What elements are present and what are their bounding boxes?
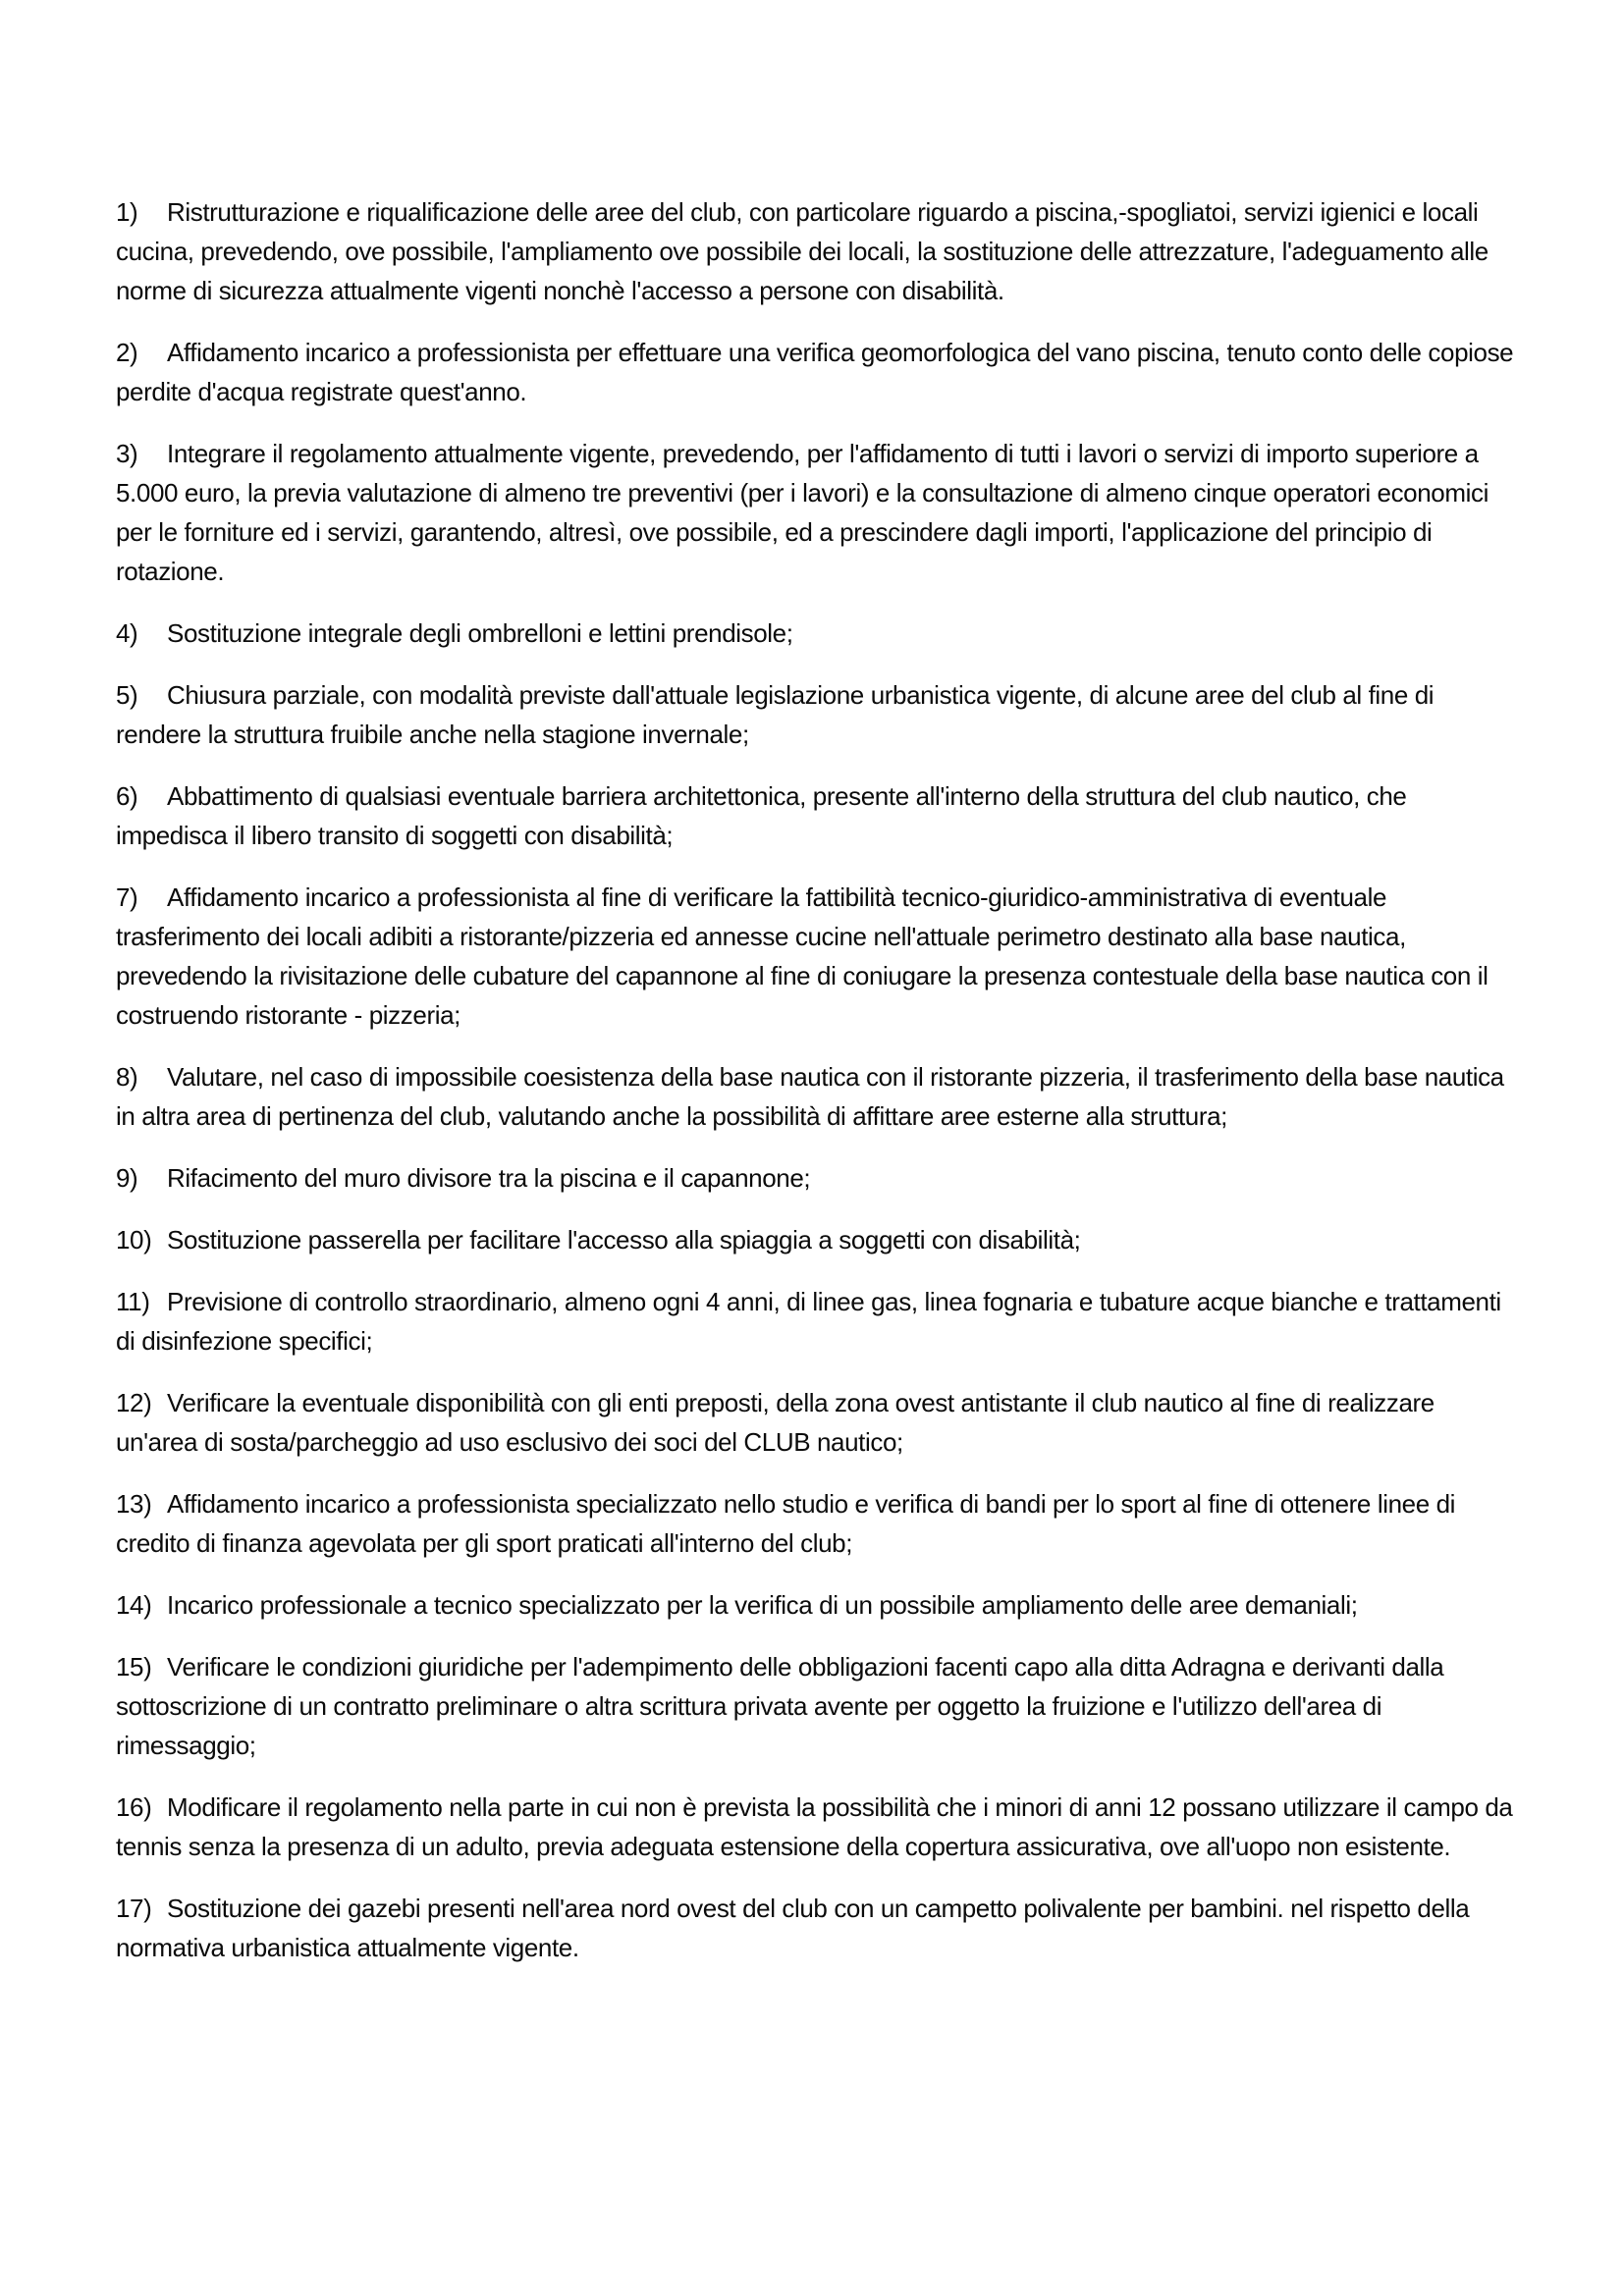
item-number: 12) — [116, 1388, 152, 1417]
list-item — [116, 1220, 1516, 1259]
item-number: 16) — [116, 1792, 152, 1822]
item-number: 4) — [116, 618, 138, 648]
item-text: Modificare il regolamento nella parte in cui non è prevista la possibilità che i minori di anni 12 possano utilizzare il campo da tennis senza la presenza di un adulto, previa adeguata estensione della copertura assicurativa, ove all'uopo non esistente. — [116, 1792, 1513, 1861]
list-item — [116, 1788, 1516, 1866]
list-item — [116, 1889, 1516, 1967]
item-text: Incarico professionale a tecnico specializzato per la verifica di un possibile ampliamento delle aree demaniali; — [167, 1590, 1358, 1620]
item-text: Affidamento incarico a professionista per effettuare una verifica geomorfologica del vano piscina, tenuto conto delle copiose perdite d'acqua registrate quest'anno. — [116, 338, 1514, 406]
item-number: 2) — [116, 338, 138, 367]
item-number: 7) — [116, 882, 138, 912]
list-item — [116, 1585, 1516, 1625]
item-text: Sostituzione integrale degli ombrelloni e lettini prendisole; — [167, 618, 793, 648]
item-text: Valutare, nel caso di impossibile coesistenza della base nautica con il ristorante pizzeria, il trasferimento della base nautica in altra area di pertinenza del club, valutando anche la possibilità di affittare aree esterne alla struttura; — [116, 1062, 1504, 1131]
item-number: 3) — [116, 439, 138, 468]
item-number: 5) — [116, 680, 138, 710]
item-text: Affidamento incarico a professionista al fine di verificare la fattibilità tecnico-giuridico-amministrativa di eventuale trasferimento dei locali adibiti a ristorante/pizzeria ed annesse cucine nell'attuale perimetro destinato alla base nautica, prevedendo la rivisitazione delle cubature del capannone al fine di coniugare la presenza contestuale della base nautica con il costruendo ristorante - pizzeria; — [116, 882, 1489, 1030]
item-number: 1) — [116, 197, 138, 227]
list-item — [116, 1383, 1516, 1462]
list-item — [116, 878, 1516, 1035]
item-text: Sostituzione dei gazebi presenti nell'area nord ovest del club con un campetto polivalente per bambini. nel rispetto della normativa urbanistica attualmente vigente. — [116, 1894, 1470, 1962]
item-text: Sostituzione passerella per facilitare l'accesso alla spiaggia a soggetti con disabilità; — [167, 1225, 1081, 1255]
list-item — [116, 1057, 1516, 1136]
item-number: 13) — [116, 1489, 152, 1519]
item-number: 14) — [116, 1590, 152, 1620]
item-number: 9) — [116, 1163, 138, 1193]
item-text: Previsione di controllo straordinario, almeno ogni 4 anni, di linee gas, linea fognaria e tubature acque bianche e trattamenti di disinfezione specifici; — [116, 1287, 1501, 1356]
list-item — [116, 434, 1516, 591]
list-item — [116, 1484, 1516, 1563]
list-item — [116, 1282, 1516, 1361]
numbered-list — [116, 192, 1516, 1967]
item-number: 11) — [116, 1287, 150, 1316]
item-text: Affidamento incarico a professionista specializzato nello studio e verifica di bandi per lo sport al fine di ottenere linee di credito di finanza agevolata per gli sport praticati all'interno del club; — [116, 1489, 1456, 1558]
item-text: Integrare il regolamento attualmente vigente, prevedendo, per l'affidamento di tutti i lavori o servizi di importo superiore a 5.000 euro, la previa valutazione di almeno tre preventivi (per i lavori) e la consultazione di almeno cinque operatori economici per le forniture ed i servizi, garantendo, altresì, ove possibile, ed a prescindere dagli importi, l'applicazione del principio di rotazione. — [116, 439, 1489, 586]
list-item — [116, 614, 1516, 653]
item-text: Verificare le condizioni giuridiche per l'adempimento delle obbligazioni facenti capo alla ditta Adragna e derivanti dalla sottoscrizione di un contratto preliminare o altra scrittura privata avente per oggetto la fruizione e l'utilizzo dell'area di rimessaggio; — [116, 1652, 1444, 1760]
item-number: 10) — [116, 1225, 152, 1255]
item-number: 8) — [116, 1062, 138, 1092]
item-number: 17) — [116, 1894, 152, 1923]
item-text: Verificare la eventuale disponibilità con gli enti preposti, della zona ovest antistante il club nautico al fine di realizzare un'area di sosta/parcheggio ad uso esclusivo dei soci del CLUB nautico; — [116, 1388, 1435, 1457]
item-text: Rifacimento del muro divisore tra la piscina e il capannone; — [167, 1163, 811, 1193]
list-item — [116, 333, 1516, 411]
list-item — [116, 192, 1516, 310]
list-item — [116, 1158, 1516, 1198]
list-item — [116, 675, 1516, 754]
item-number: 6) — [116, 781, 138, 811]
item-number: 15) — [116, 1652, 152, 1682]
item-text: Abbattimento di qualsiasi eventuale barriera architettonica, presente all'interno della struttura del club nautico, che impedisca il libero transito di soggetti con disabilità; — [116, 781, 1407, 850]
item-text: Ristrutturazione e riqualificazione delle aree del club, con particolare riguardo a piscina,-spogliatoi, servizi igienici e locali cucina, prevedendo, ove possibile, l'ampliamento ove possibile dei locali, la sostituzione delle attrezzature, l'adeguamento alle norme di sicurezza attualmente vigenti nonchè l'accesso a persone con disabilità. — [116, 197, 1489, 305]
list-item — [116, 776, 1516, 855]
item-text: Chiusura parziale, con modalità previste dall'attuale legislazione urbanistica vigente, di alcune aree del club al fine di rendere la struttura fruibile anche nella stagione invernale; — [116, 680, 1435, 749]
list-item — [116, 1647, 1516, 1765]
